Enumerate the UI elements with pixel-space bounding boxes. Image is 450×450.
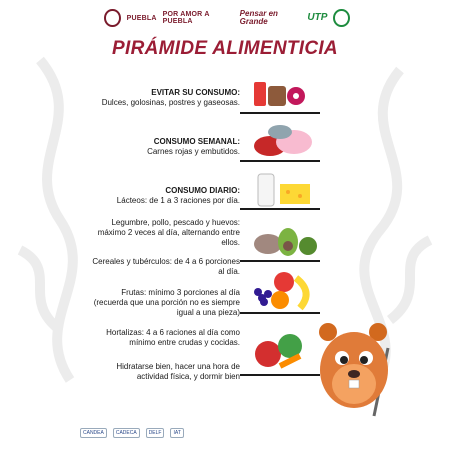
- puebla-seal-logo: [104, 9, 121, 27]
- row-heading: CONSUMO SEMANAL:: [153, 137, 240, 146]
- shelf-2: [240, 160, 320, 162]
- puebla-logo: PUEBLA: [126, 14, 157, 22]
- shelf-6: [240, 374, 320, 376]
- fruits-icon: [248, 268, 318, 312]
- pensar-grande-logo: Pensar en Grande: [239, 9, 278, 26]
- row-fruits: [92, 288, 240, 318]
- dairy-icon: [252, 168, 318, 208]
- row-text: Dulces, golosinas, postres y gaseosas.: [101, 98, 240, 107]
- row-cereals: [92, 257, 240, 277]
- por-amor-logo: POR AMOR A PUEBLA: [162, 11, 210, 25]
- row-text: Lácteos: de 1 a 3 raciones por día.: [116, 196, 240, 205]
- footer-logos: [80, 426, 380, 440]
- beaver-mascot: [312, 318, 398, 418]
- meat-icon: [250, 120, 316, 160]
- iat-logo: IAT: [170, 428, 183, 438]
- row-daily: [92, 186, 240, 206]
- page-title: PIRÁMIDE ALIMENTICIA: [112, 38, 338, 59]
- row-text: Hortalizas: 4 a 6 raciones al día como mínimo entre crudas y cocidas.: [106, 328, 240, 347]
- shelf-3: [240, 208, 320, 210]
- row-text: Carnes rojas y embutidos.: [147, 147, 240, 156]
- shelf-5: [240, 312, 320, 314]
- university-seal-logo: [333, 9, 350, 27]
- row-vegetables: [92, 328, 240, 348]
- vegetables-icon: [250, 326, 310, 372]
- shelf-1: [240, 112, 320, 114]
- row-text: Frutas: mínimo 3 porciones al día (recuerda que una porción no es siempre igual a una pieza): [93, 288, 240, 317]
- delf-logo: DELF: [146, 428, 165, 438]
- row-wellness: [92, 362, 240, 382]
- row-heading: EVITAR SU CONSUMO:: [151, 88, 240, 97]
- cadeca-logo: CADECA: [113, 428, 140, 438]
- row-proteins: [92, 218, 240, 248]
- utp-logo: UTP: [307, 12, 328, 23]
- row-avoid: [92, 88, 240, 108]
- row-text: Cereales y tubérculos: de 4 a 6 porciones al día.: [92, 257, 240, 276]
- row-heading: CONSUMO DIARIO:: [165, 186, 240, 195]
- row-text: Hidratarse bien, hacer una hora de actividad física, y dormir bien: [116, 362, 240, 381]
- header-logos: [104, 6, 350, 30]
- row-text: Legumbre, pollo, pescado y huevos: máximo 2 veces al día, alternando entre ellos.: [97, 218, 240, 247]
- shelf-4: [240, 260, 320, 262]
- candea-logo: CANDEA: [80, 428, 107, 438]
- sweets-icon: [250, 76, 312, 110]
- row-weekly: [92, 137, 240, 157]
- legumes-icon: [250, 224, 320, 260]
